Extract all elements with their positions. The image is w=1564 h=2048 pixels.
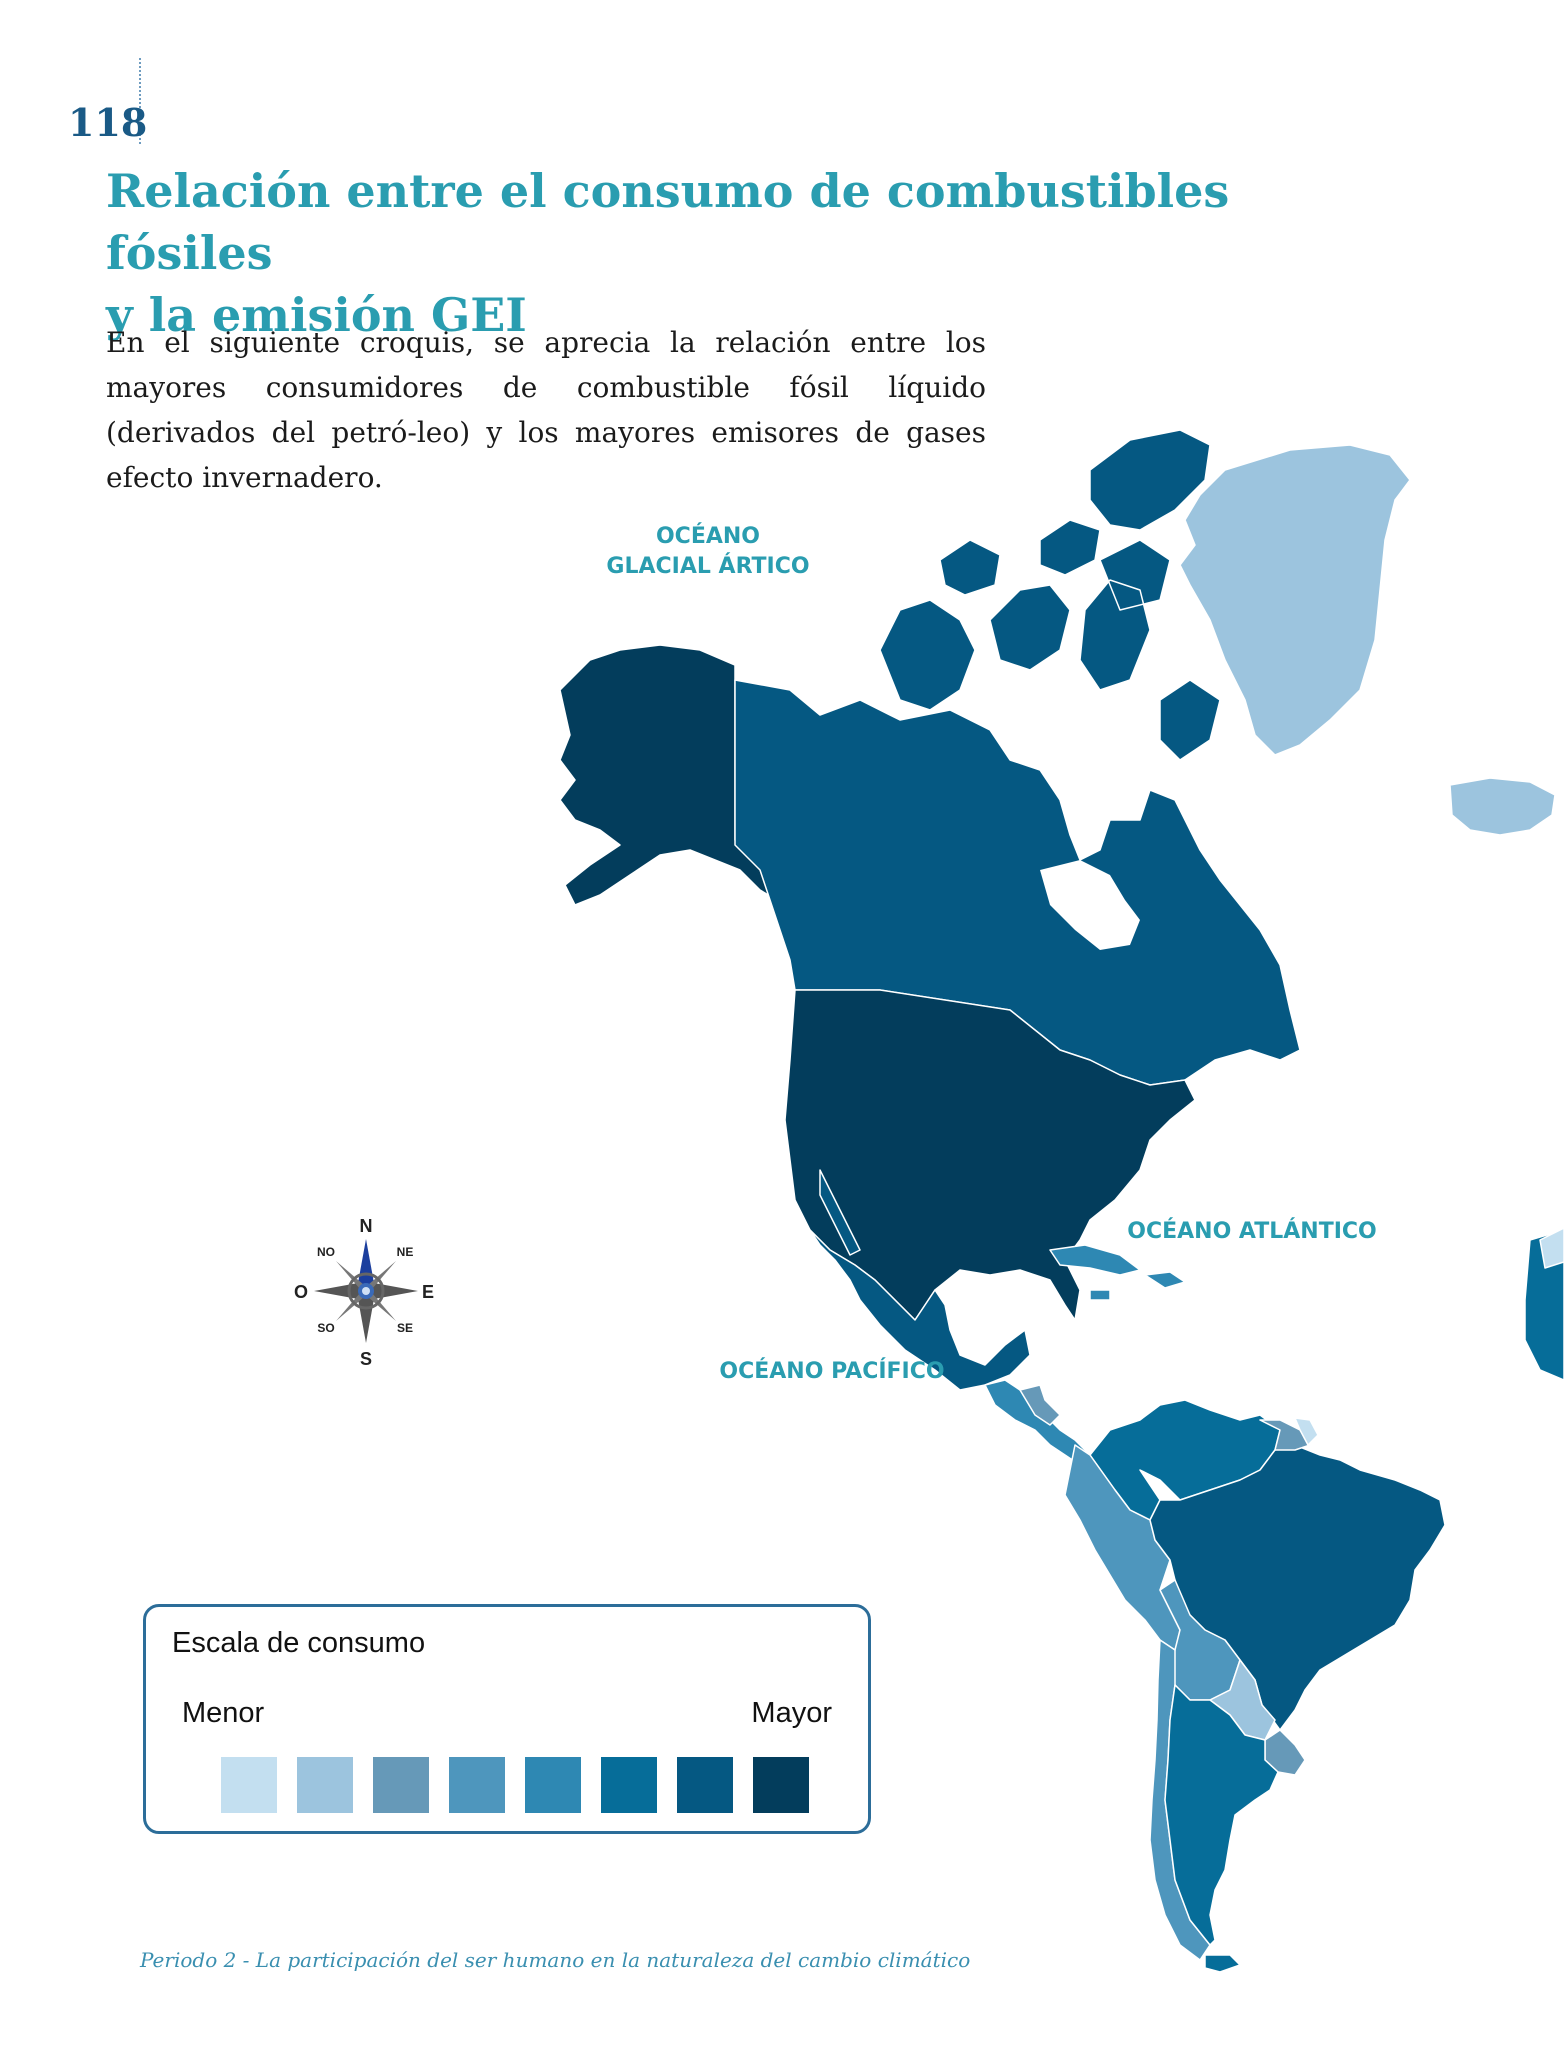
legend-swatch-5 [525, 1757, 581, 1813]
legend-swatch-2 [297, 1757, 353, 1813]
atlantic-ocean-label: OCÉANO ATLÁNTICO [1127, 1219, 1377, 1244]
pacific-ocean-label: OCÉANO PACÍFICO [719, 1359, 945, 1384]
title-line-2: y la emisión GEI [106, 288, 527, 342]
region-tierra-del-fuego [1205, 1955, 1240, 1972]
title-line-1: Relación entre el consumo de combustibles fósiles [106, 164, 1230, 280]
arctic-ocean-label-line1: OCÉANO [655, 524, 761, 549]
compass-rose-icon [294, 1216, 434, 1369]
arctic-ocean-label-line2: GLACIAL ÁRTICO [606, 554, 810, 579]
region-iceland [1450, 778, 1555, 835]
compass-s: S [359, 1349, 373, 1369]
compass-se: SE [396, 1321, 414, 1335]
compass-ne: NE [396, 1245, 414, 1259]
legend-title: Escala de consumo [172, 1627, 426, 1659]
legend-swatches [221, 1757, 809, 1813]
legend-swatch-3 [373, 1757, 429, 1813]
page-footer: Periodo 2 - La participación del ser humano en la naturaleza del cambio climático [140, 1948, 971, 1972]
legend-max-label: Mayor [751, 1697, 832, 1729]
legend-swatch-1 [221, 1757, 277, 1813]
compass-e: E [421, 1282, 435, 1302]
region-europe-edge-light [1540, 1228, 1564, 1268]
legend-swatch-6 [601, 1757, 657, 1813]
intro-paragraph: En el siguiente croquis, se aprecia la relación entre los mayores consumidores de combustible fósil líquido (derivados del petró-leo) y los mayores emisores de gases efecto invernadero. [106, 326, 986, 494]
legend-swatch-4 [449, 1757, 505, 1813]
legend-min-label: Menor [182, 1697, 265, 1729]
compass-n: N [359, 1216, 373, 1236]
consumption-scale-legend [143, 1604, 871, 1834]
compass-no: NO [317, 1245, 335, 1259]
legend-swatch-8 [753, 1757, 809, 1813]
legend-swatch-7 [677, 1757, 733, 1813]
page-number: 118 [68, 100, 148, 145]
compass-o: O [293, 1282, 309, 1302]
compass-so: SO [317, 1321, 335, 1335]
region-arctic-islands [880, 430, 1220, 760]
